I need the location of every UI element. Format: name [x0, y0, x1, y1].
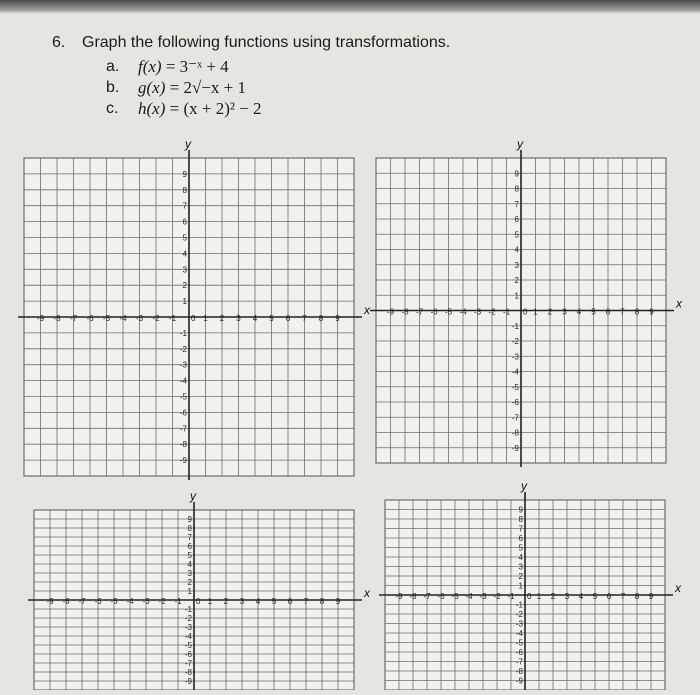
y-tick-label: 4: [182, 249, 187, 259]
y-tick-label: 6: [187, 542, 192, 551]
function-list: [106, 56, 262, 119]
function-expression: [138, 99, 262, 119]
x-tick-label: -4: [465, 592, 473, 601]
y-tick-label: 8: [187, 524, 192, 533]
function-expression: [138, 57, 229, 77]
x-tick-label: 7: [620, 592, 626, 601]
x-tick-label: -8: [53, 314, 61, 323]
y-tick-label: -7: [179, 424, 187, 434]
y-tick-label: 6: [514, 215, 519, 224]
x-tick-label: -6: [437, 592, 445, 601]
y-tick-label: 9: [182, 169, 187, 179]
y-tick-label: -9: [179, 456, 187, 466]
y-tick-label: 3: [518, 562, 523, 572]
x-tick-label: -4: [126, 597, 134, 606]
question-header: [52, 34, 450, 52]
y-tick-label: -4: [511, 367, 519, 377]
x-tick-label: 4: [578, 592, 584, 601]
y-tick-label: 2: [182, 281, 187, 291]
y-tick-label: -8: [179, 440, 187, 450]
x-tick-label: -5: [444, 307, 453, 317]
x-tick-label: 9: [335, 314, 340, 323]
x-tick-label: 6: [285, 314, 291, 323]
x-tick-label: -6: [430, 307, 438, 317]
origin-label: 0: [523, 307, 528, 317]
function-name: g(x): [138, 77, 166, 97]
x-tick-label: -6: [94, 597, 102, 606]
y-tick-label: -9: [515, 676, 523, 686]
y-tick-label: -4: [179, 376, 187, 386]
y-tick-label: -1: [179, 328, 187, 338]
x-tick-label: 8: [318, 314, 324, 323]
y-tick-label: -7: [184, 659, 192, 668]
x-tick-label: -7: [69, 314, 78, 323]
y-tick-label: 8: [182, 185, 187, 195]
y-tick-label: -7: [511, 413, 519, 423]
x-tick-label: -9: [46, 597, 54, 606]
x-tick-label: -9: [395, 592, 403, 601]
question-number: 6.: [52, 34, 66, 51]
y-tick-label: -3: [515, 619, 523, 629]
y-tick-label: -3: [184, 623, 192, 632]
x-tick-label: -8: [62, 597, 70, 606]
x-tick-label: -3: [135, 314, 144, 323]
x-tick-label: -2: [158, 597, 166, 606]
coordinate-grid-a[interactable]: [10, 136, 378, 486]
y-tick-label: 7: [187, 533, 192, 542]
x-tick-label: -3: [479, 592, 487, 601]
x-tick-label: 5: [591, 307, 596, 317]
x-tick-label: 1: [203, 314, 208, 323]
y-tick-label: -2: [515, 610, 523, 619]
x-tick-label: -7: [423, 592, 431, 601]
origin-label: 0: [527, 592, 532, 601]
x-tick-label: 3: [236, 314, 241, 323]
y-tick-label: 7: [518, 524, 523, 534]
y-tick-label: -8: [515, 667, 523, 676]
y-tick-label: 1: [514, 291, 519, 301]
y-axis-label: y: [185, 137, 191, 151]
x-tick-label: 3: [562, 307, 567, 317]
y-tick-label: -2: [184, 614, 192, 623]
y-tick-label: 9: [514, 169, 519, 179]
y-tick-label: 2: [518, 572, 523, 581]
x-tick-label: -7: [415, 307, 424, 317]
y-tick-label: 4: [187, 560, 192, 569]
x-tick-label: 1: [533, 307, 538, 317]
y-tick-label: 7: [514, 199, 519, 209]
coordinate-grid-b[interactable]: [362, 136, 690, 473]
x-tick-label: 6: [606, 592, 612, 601]
y-tick-label: 9: [187, 515, 192, 524]
y-tick-label: 9: [518, 505, 523, 515]
x-tick-label: -9: [36, 314, 45, 323]
y-tick-label: -3: [179, 360, 187, 370]
y-tick-label: -9: [184, 677, 192, 686]
x-tick-label: 8: [634, 592, 640, 601]
y-tick-label: -2: [511, 337, 519, 346]
x-tick-label: 8: [319, 597, 325, 606]
x-tick-label: 2: [547, 307, 553, 317]
y-tick-label: -8: [184, 668, 192, 677]
y-tick-label: 8: [518, 515, 523, 524]
function-rhs: = (x + 2)² − 2: [169, 98, 262, 118]
x-axis-label: x: [676, 296, 682, 311]
function-rhs: = 2√−x + 1: [169, 77, 246, 97]
y-tick-label: -6: [515, 648, 523, 657]
x-tick-label: 2: [550, 592, 556, 601]
x-tick-label: 5: [269, 314, 274, 323]
y-tick-label: -1: [511, 321, 519, 331]
y-tick-label: 3: [187, 569, 192, 578]
y-tick-label: -6: [511, 398, 519, 407]
y-tick-label: 5: [182, 233, 187, 243]
y-tick-label: -6: [184, 650, 192, 659]
x-tick-label: -8: [409, 592, 417, 601]
x-tick-label: -3: [473, 307, 482, 317]
y-tick-label: -5: [515, 638, 523, 648]
x-tick-label: 5: [592, 592, 598, 601]
x-tick-label: 6: [605, 307, 611, 317]
y-tick-label: 8: [514, 184, 519, 194]
y-axis-label: y: [521, 479, 527, 493]
y-axis-label: y: [517, 137, 523, 151]
y-tick-label: -2: [179, 344, 187, 354]
x-tick-label: 4: [576, 307, 582, 317]
x-tick-label: 5: [271, 597, 277, 606]
y-tick-label: 4: [514, 245, 519, 255]
y-tick-label: -1: [515, 600, 523, 610]
function-expression: [138, 78, 246, 98]
list-item: [106, 77, 262, 98]
y-tick-label: 2: [187, 578, 192, 587]
y-axis-label: y: [190, 489, 196, 503]
y-tick-label: -5: [179, 392, 187, 402]
origin-label: 0: [191, 314, 196, 323]
x-tick-label: -2: [493, 592, 501, 601]
question-prompt: Graph the following functions using transformations.: [82, 34, 451, 51]
y-tick-label: 2: [514, 276, 519, 285]
y-tick-label: -5: [511, 382, 519, 392]
coordinate-grid-d[interactable]: [371, 478, 689, 690]
y-tick-label: -4: [184, 632, 192, 641]
x-tick-label: -2: [152, 314, 160, 323]
x-axis-label: x: [364, 303, 370, 317]
y-tick-label: 1: [518, 581, 523, 591]
x-tick-label: 1: [207, 597, 213, 606]
y-tick-label: 5: [514, 230, 519, 240]
x-tick-label: -7: [78, 597, 86, 606]
y-tick-label: -4: [515, 629, 523, 638]
part-label: c.: [106, 99, 119, 117]
y-tick-label: -6: [179, 408, 187, 418]
origin-label: 0: [196, 597, 201, 606]
x-tick-label: 4: [255, 597, 261, 606]
x-tick-label: 4: [252, 314, 258, 323]
x-tick-label: 9: [335, 597, 341, 606]
x-tick-label: 2: [223, 597, 229, 606]
x-tick-label: -9: [386, 307, 395, 317]
x-tick-label: 6: [287, 597, 293, 606]
y-tick-label: 5: [518, 543, 523, 553]
function-name: h(x): [138, 98, 166, 118]
list-item: [106, 98, 262, 119]
x-tick-label: -8: [401, 307, 409, 317]
y-tick-label: 6: [182, 217, 187, 227]
x-tick-label: -4: [459, 307, 467, 317]
y-tick-label: -1: [184, 605, 192, 614]
x-tick-label: 9: [648, 592, 654, 601]
x-tick-label: 7: [303, 597, 309, 606]
y-tick-label: 1: [182, 297, 187, 307]
x-tick-label: 7: [620, 307, 625, 317]
part-label: a.: [106, 57, 120, 75]
y-tick-label: 3: [514, 260, 519, 270]
x-tick-label: 3: [564, 592, 570, 601]
part-label: b.: [106, 78, 120, 96]
coordinate-grid-c[interactable]: [20, 488, 378, 690]
x-tick-label: 2: [219, 314, 225, 323]
y-tick-label: -9: [511, 443, 519, 453]
x-tick-label: -5: [110, 597, 118, 606]
x-tick-label: -4: [119, 314, 127, 323]
list-item: [106, 56, 262, 77]
y-tick-label: 3: [182, 265, 187, 275]
y-tick-label: -8: [511, 428, 519, 438]
x-tick-label: -6: [86, 314, 94, 323]
x-tick-label: -5: [451, 592, 459, 601]
x-tick-label: 7: [302, 314, 307, 323]
y-tick-label: -7: [515, 657, 523, 667]
function-name: f(x): [138, 56, 162, 76]
photo-top-shadow: [0, 0, 700, 14]
x-tick-label: -1: [502, 307, 511, 317]
y-tick-label: -5: [184, 641, 192, 650]
y-tick-label: 1: [187, 587, 192, 596]
x-axis-label: x: [364, 586, 370, 600]
function-rhs: = 3⁻ˣ + 4: [165, 56, 229, 76]
x-tick-label: 1: [536, 592, 542, 601]
x-tick-label: -1: [507, 592, 515, 601]
y-tick-label: 5: [187, 551, 192, 560]
x-tick-label: -5: [102, 314, 111, 323]
x-axis-label: x: [675, 581, 681, 595]
y-tick-label: 4: [518, 553, 523, 562]
x-tick-label: -1: [168, 314, 177, 323]
x-tick-label: -1: [174, 597, 182, 606]
y-tick-label: 6: [518, 534, 523, 543]
x-tick-label: -2: [488, 307, 496, 317]
x-tick-label: -3: [142, 597, 150, 606]
x-tick-label: 8: [634, 307, 640, 317]
y-tick-label: 7: [182, 201, 187, 211]
y-tick-label: -3: [511, 352, 519, 362]
x-tick-label: 3: [239, 597, 245, 606]
x-tick-label: 9: [649, 307, 654, 317]
